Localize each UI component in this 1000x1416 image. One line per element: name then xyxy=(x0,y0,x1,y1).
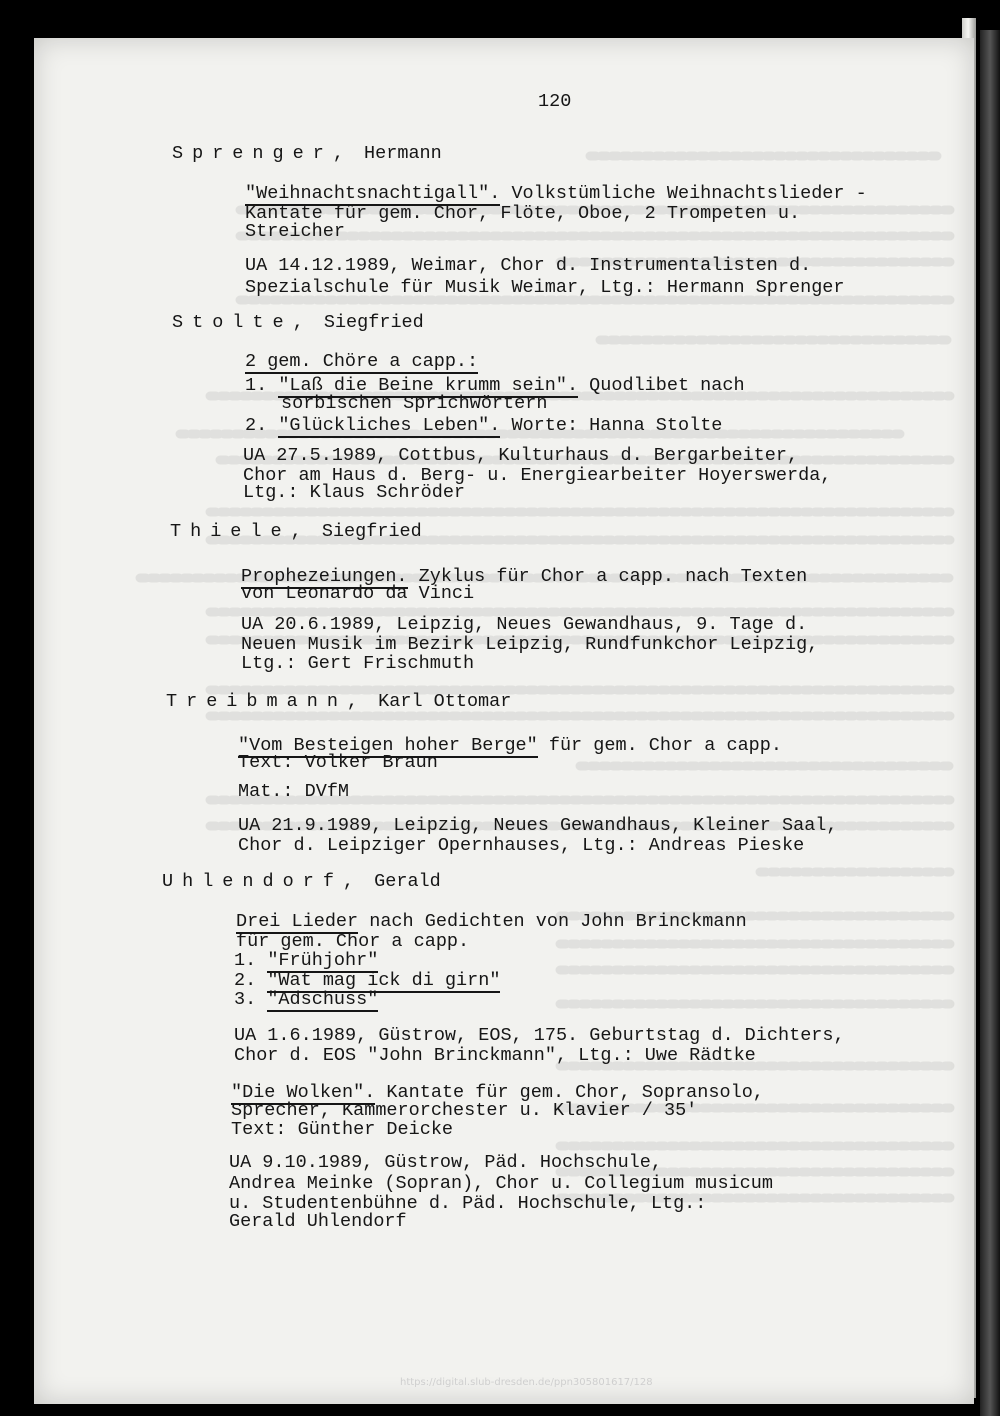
performance-line: UA 14.12.1989, Weimar, Chor d. Instrumentalisten d. xyxy=(245,255,812,276)
page-number: 120 xyxy=(538,91,572,112)
composer-surname: Thiele xyxy=(170,521,291,542)
performance-line: Neuen Musik im Bezirk Leipzig, Rundfunkchor Leipzig, xyxy=(241,634,819,655)
name-separator: , xyxy=(332,143,353,164)
work-description: Volkstümliche Weihnachtslieder - xyxy=(500,183,867,204)
name-separator: , xyxy=(346,691,368,712)
composer-surname: Treibmann xyxy=(166,691,347,712)
work-group-title: 2 gem. Chöre a capp.: xyxy=(245,351,479,372)
work-line: Sprecher, Kammerorchester u. Klavier / 35' xyxy=(231,1100,698,1121)
performance-line: Gerald Uhlendorf xyxy=(229,1211,407,1232)
work-group-line xyxy=(245,352,478,372)
work-line xyxy=(236,912,747,932)
composer-firstname: Hermann xyxy=(364,143,442,164)
work-description: Quodlibet nach xyxy=(578,375,745,396)
work-line: sorbischen Sprichwörtern xyxy=(281,393,548,414)
name-separator: , xyxy=(290,521,311,542)
book-binding-edge xyxy=(980,30,1000,1416)
composer-firstname: Siegfried xyxy=(323,312,424,333)
source-url-link[interactable]: https://digital.slub-dresden.de/ppn305801617/128 xyxy=(400,1377,653,1388)
performance-line: u. Studentenbühne d. Päd. Hochschule, Ltg.: xyxy=(229,1193,707,1214)
work-title: Prophezeiungen. xyxy=(241,566,408,587)
composer-firstname: Karl Ottomar xyxy=(378,691,512,712)
composer-firstname: Siegfried xyxy=(321,521,422,542)
work-line: für gem. Chor a capp. xyxy=(236,931,470,952)
performance-line: Chor am Haus d. Berg- u. Energiearbeiter Hoyerswerda, xyxy=(243,465,832,486)
performance-line: UA 21.9.1989, Leipzig, Neues Gewandhaus, Kleiner Saal, xyxy=(238,815,838,836)
song-title: "Wat mag ick di girn" xyxy=(267,970,501,991)
work-description: nach Gedichten von John Brinckmann xyxy=(358,911,747,932)
work-title: Drei Lieder xyxy=(236,911,359,932)
composer-heading-treibmann xyxy=(166,692,511,712)
composer-surname: Uhlendorf xyxy=(162,871,343,892)
performance-line: UA 27.5.1989, Cottbus, Kulturhaus d. Bergarbeiter, xyxy=(243,445,799,466)
performance-line: Ltg.: Klaus Schröder xyxy=(243,482,466,503)
performance-line: Chor d. Leipziger Opernhauses, Ltg.: Andreas Pieske xyxy=(238,835,805,856)
performance-line: Ltg.: Gert Frischmuth xyxy=(241,653,475,674)
work-description: Zyklus für Chor a capp. nach Texten xyxy=(407,566,808,587)
song-line xyxy=(234,971,500,991)
composer-heading-stolte xyxy=(172,313,424,333)
song-line xyxy=(234,990,378,1010)
work-line: von Leonardo da Vinci xyxy=(241,583,475,604)
composer-heading-uhlendorf xyxy=(162,872,441,892)
performance-line: UA 20.6.1989, Leipzig, Neues Gewandhaus, 9. Tage d. xyxy=(241,614,808,635)
item-number: 2. xyxy=(245,415,279,436)
work-description: für gem. Chor a capp. xyxy=(537,735,782,756)
composer-surname: Sprenger xyxy=(172,143,333,164)
work-line xyxy=(245,184,867,204)
name-separator: , xyxy=(292,312,313,333)
work-line: Streicher xyxy=(245,221,345,242)
performance-line: Chor d. EOS "John Brinckmann", Ltg.: Uwe Rädtke xyxy=(234,1045,756,1066)
work-line: Text: Günther Deicke xyxy=(231,1119,454,1140)
performance-line: Andrea Meinke (Sopran), Chor u. Collegium musicum xyxy=(229,1173,773,1194)
composer-surname: Stolte xyxy=(172,312,293,333)
song-line xyxy=(234,951,378,971)
item-number: 1. xyxy=(234,950,268,971)
material-note: Mat.: DVfM xyxy=(238,781,350,802)
work-description: Worte: Hanna Stolte xyxy=(500,415,723,436)
work-title: "Weihnachtsnachtigall". xyxy=(245,183,501,204)
performance-line: Spezialschule für Musik Weimar, Ltg.: Hermann Sprenger xyxy=(245,277,845,298)
performance-line: UA 9.10.1989, Güstrow, Päd. Hochschule, xyxy=(229,1152,662,1173)
item-number: 3. xyxy=(234,989,268,1010)
item-number: 2. xyxy=(234,970,268,991)
composer-firstname: Gerald xyxy=(374,871,441,892)
work-line: Kantate für gem. Chor, Flöte, Oboe, 2 Trompeten u. xyxy=(245,203,801,224)
item-number: 1. xyxy=(245,375,279,396)
performance-line: UA 1.6.1989, Güstrow, EOS, 175. Geburtstag d. Dichters, xyxy=(234,1025,845,1046)
work-title: "Die Wolken". xyxy=(231,1082,376,1103)
work-line xyxy=(245,416,722,436)
name-separator: , xyxy=(342,871,364,892)
work-title: "Glückliches Leben". xyxy=(278,415,501,436)
composer-heading-thiele xyxy=(170,522,422,542)
work-title: "Laß die Beine krumm sein". xyxy=(278,375,579,396)
work-line: Text: Volker Braun xyxy=(238,752,438,773)
composer-heading-sprenger xyxy=(172,144,442,164)
song-title: "Adschüss" xyxy=(267,989,379,1010)
work-title: "Vom Besteigen hoher Berge" xyxy=(238,735,538,756)
work-description: Kantate für gem. Chor, Sopransolo, xyxy=(375,1082,764,1103)
song-title: "Frühjohr" xyxy=(267,950,379,971)
